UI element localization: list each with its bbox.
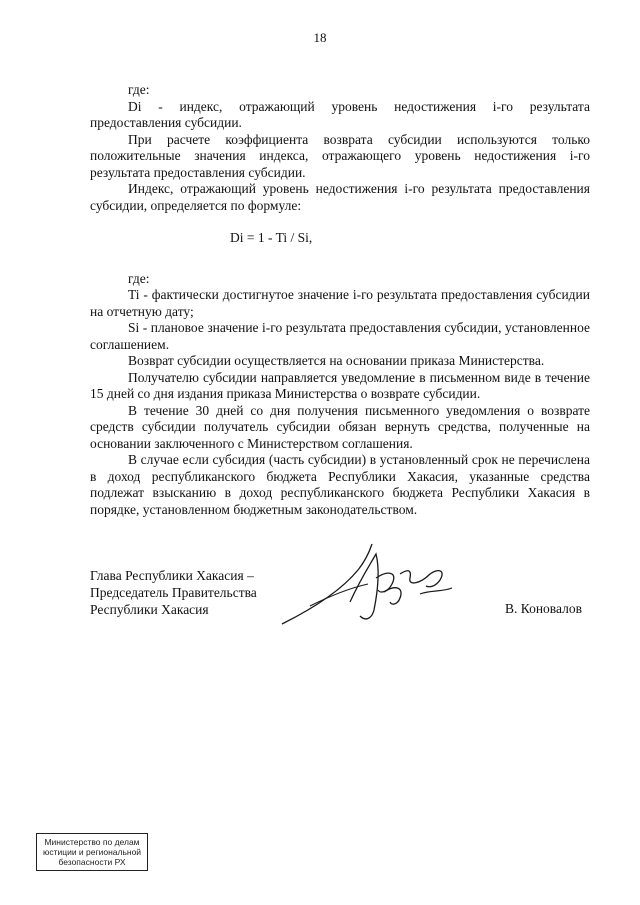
stamp-line3: безопасности РХ — [58, 857, 126, 867]
page-number: 18 — [313, 30, 327, 45]
document-body — [90, 82, 590, 518]
paragraph-return-basis: Возврат субсидии осуществляется на основании приказа Министерства. — [128, 353, 545, 368]
stamp-line1: Министерство по делам — [44, 837, 140, 847]
signatory-name: В. Коновалов — [505, 601, 582, 616]
paragraph-index-formula-intro: Индекс, отражающий уровень недостижения i-го результата предоставления субсидии, определяется по формуле: — [90, 181, 590, 213]
paragraph-ti-definition: Ti - фактически достигнутое значение i-го результата предоставления субсидии на отчетную дату; — [90, 287, 590, 319]
signatory-position-line2: Председатель Правительства — [90, 585, 257, 600]
paragraph-si-definition: Si - плановое значение i-го результата предоставления субсидии, установленное соглашением. — [90, 320, 590, 352]
paragraph-positive-values: При расчете коэффициента возврата субсидии используются только положительные значения индекса, отражающего уровень недостижения i-го результата предоставления субсидии. — [90, 131, 590, 180]
paragraph-where-1: где: — [128, 82, 150, 97]
signatory-position-line1: Глава Республики Хакасия – — [90, 568, 254, 583]
stamp-line2: юстиции и региональной — [42, 847, 142, 857]
ministry-stamp — [36, 833, 148, 871]
signatory-position — [90, 567, 257, 618]
paragraph-notification: Получателю субсидии направляется уведомление в письменном виде в течение 15 дней со дня издания приказа Министерства о возврате субсидии. — [90, 369, 590, 401]
paragraph-where-2: где: — [128, 270, 150, 286]
signatory-position-line3: Республики Хакасия — [90, 602, 209, 617]
handwritten-signature — [280, 540, 460, 630]
paragraph-di-definition: Di - индекс, отражающий уровень недостижения i-го результата предоставления субсидии. — [90, 98, 590, 130]
formula: Di = 1 - Ti / Si, — [230, 230, 313, 245]
paragraph-30-days: В течение 30 дней со дня получения письменного уведомления о возврате средств субсидии получатель субсидии обязан вернуть средства, полученные на основании заключенного с Министерством соглашения. — [90, 402, 590, 451]
paragraph-recovery: В случае если субсидия (часть субсидии) в установленный срок не перечислена в доход республиканского бюджета Республики Хакасия, указанные средства подлежат взысканию в доход республиканского бюджета Республики Хакасия в порядке, установленном бюджетным законодательством. — [90, 452, 590, 517]
